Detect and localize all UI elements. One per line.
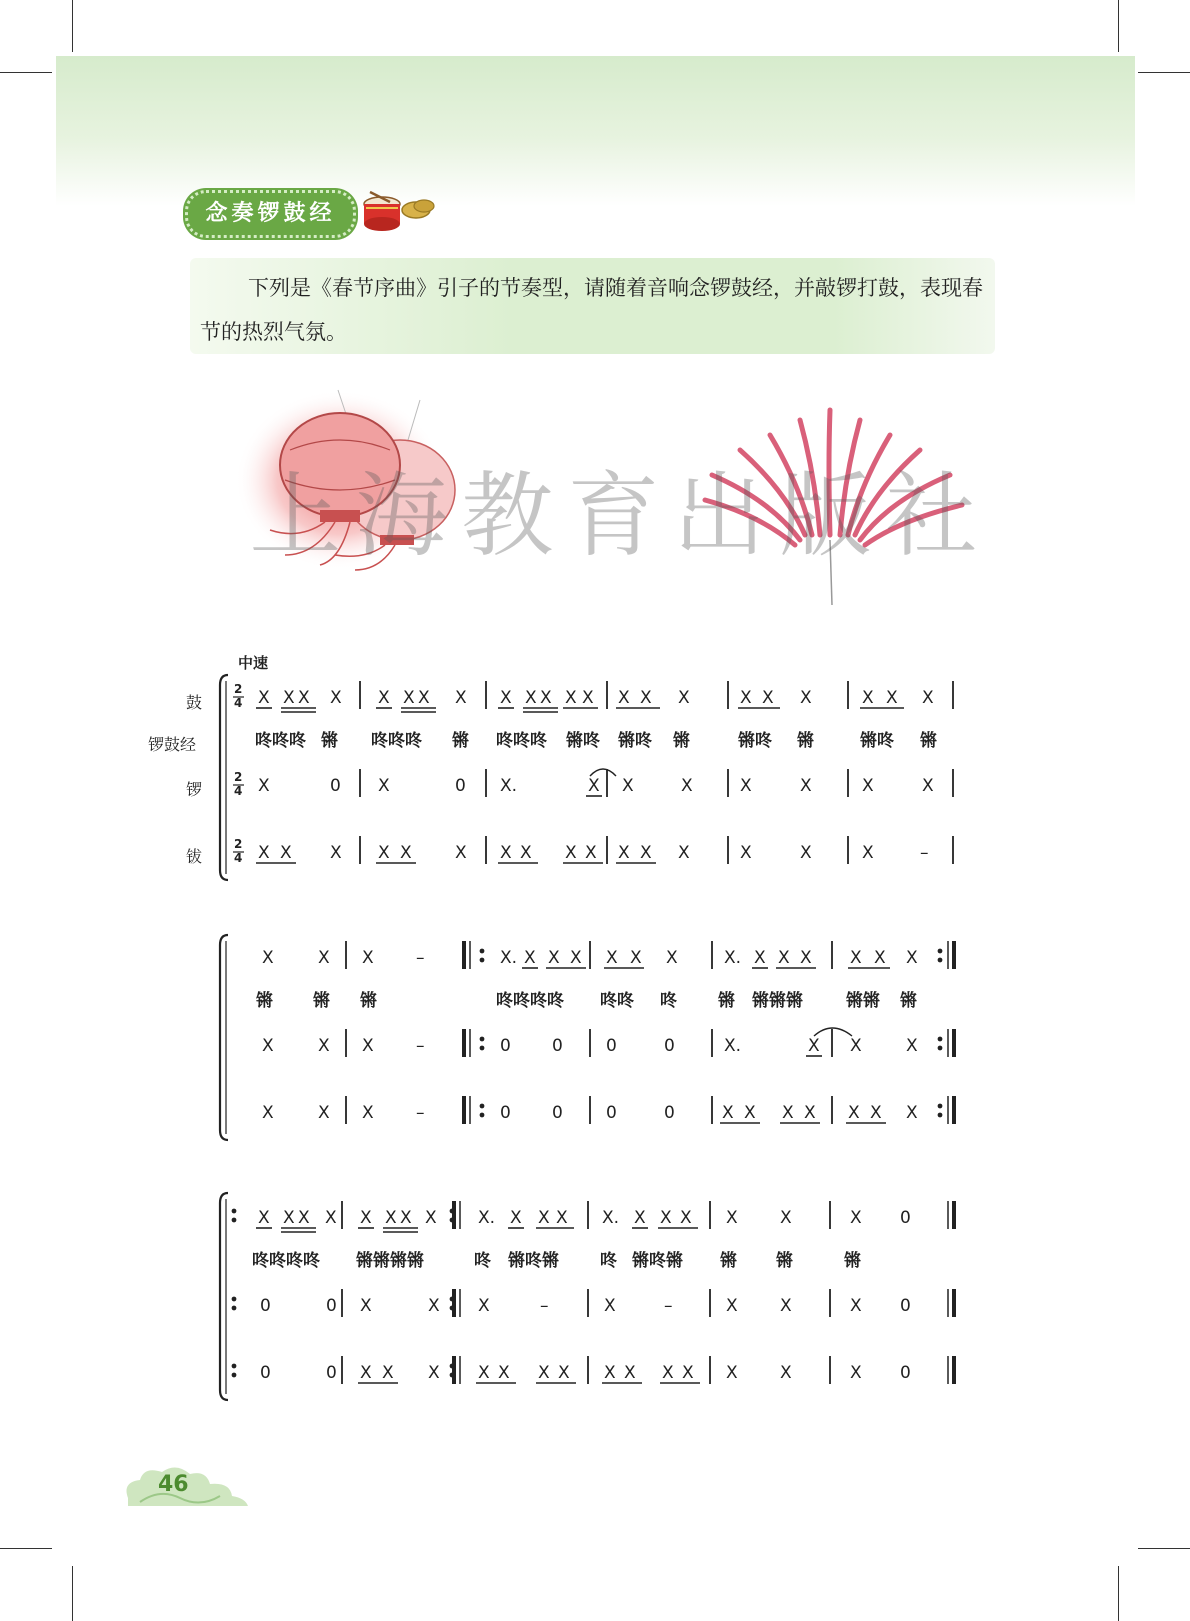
cymbal-note: X	[722, 1103, 734, 1123]
gong-note: X	[800, 776, 812, 796]
part-label-drum: 鼓	[186, 693, 203, 712]
cymbal-note: X	[478, 1363, 490, 1383]
gong-note: X	[378, 776, 390, 796]
gong-note: X	[726, 1296, 738, 1316]
cymbal-note: X	[624, 1363, 636, 1383]
drum-note: X	[318, 948, 330, 968]
cymbal-note: X	[428, 1363, 440, 1383]
crop-mark	[72, 1566, 73, 1621]
cymbal-note: X	[360, 1363, 372, 1383]
drum-note: X	[862, 688, 874, 708]
drum-note: X	[362, 948, 374, 968]
chant-syllable: 锵咚	[738, 731, 772, 751]
part-label-cymbal: 钹	[186, 847, 203, 866]
chant-syllable: 锵	[797, 731, 814, 751]
cymbal-note: X	[565, 843, 577, 863]
chant-syllable: 锵	[673, 731, 690, 751]
repeat-dot	[450, 1373, 455, 1378]
drum-note: X	[570, 948, 582, 968]
repeat-dot	[232, 1306, 237, 1311]
chant-syllable: 锵	[256, 991, 273, 1011]
gong-note: X	[922, 776, 934, 796]
repeat-dot	[938, 949, 943, 954]
gong-note: X	[850, 1036, 862, 1056]
drum-note: X	[660, 1208, 672, 1228]
drum-note: X	[922, 688, 934, 708]
system-bracket	[220, 675, 228, 880]
chant-syllable: 锵锵锵锵	[356, 1251, 424, 1271]
gong-note: 0	[326, 1296, 337, 1316]
chant-syllable: 锵	[920, 731, 937, 751]
drum-note: X	[425, 1208, 437, 1228]
repeat-dot	[450, 1297, 455, 1302]
gong-note: X	[850, 1296, 862, 1316]
cymbal-note: X	[258, 843, 270, 863]
drum-note: X	[630, 948, 642, 968]
cymbal-note: X	[678, 843, 690, 863]
cymbal-note: X	[585, 843, 597, 863]
chant-syllable: 锵锵	[846, 991, 880, 1011]
gong-note: X.	[724, 1036, 742, 1056]
repeat-dot	[232, 1364, 237, 1369]
tempo-marking: 中速	[238, 654, 269, 672]
chant-syllable: 锵	[360, 991, 377, 1011]
cymbal-note: 0	[664, 1103, 675, 1123]
drum-note: X	[500, 688, 512, 708]
chant-syllable: 锵咚	[860, 731, 894, 751]
cymbal-note: X	[520, 843, 532, 863]
chant-syllable: 锵	[900, 991, 917, 1011]
drum-note: X	[666, 948, 678, 968]
cymbal-note: X	[400, 843, 412, 863]
watermark-text: 上海教育出版社	[249, 462, 992, 570]
chant-syllable: 锵咚	[618, 731, 652, 751]
drum-note: X	[800, 948, 812, 968]
firework-illustration	[700, 405, 970, 605]
chant-syllable: 咚	[474, 1251, 491, 1271]
gong-note: X	[808, 1036, 820, 1056]
gong-note: X	[906, 1036, 918, 1056]
chant-syllable: 锵	[776, 1251, 793, 1271]
gong-note: 0	[552, 1036, 563, 1056]
cymbal-note: 0	[260, 1363, 271, 1383]
drum-note: X	[906, 948, 918, 968]
gong-note: 0	[606, 1036, 617, 1056]
gong-note: –	[416, 1036, 425, 1056]
cymbal-note: X	[870, 1103, 882, 1123]
repeat-dot	[480, 949, 485, 954]
drum-note: X	[762, 688, 774, 708]
lantern-illustration	[230, 380, 480, 600]
chant-syllable: 咚咚咚咚	[496, 991, 564, 1011]
crop-mark	[1118, 0, 1119, 52]
cymbal-note: 0	[900, 1363, 911, 1383]
repeat-dot	[938, 1037, 943, 1042]
drum-note: X	[556, 1208, 568, 1228]
repeat-dot	[938, 958, 943, 963]
gong-note: 0	[330, 776, 341, 796]
drum-note: –	[416, 948, 425, 968]
page-number: 46	[158, 1472, 189, 1497]
chant-syllable: 锵咚锵	[508, 1251, 559, 1271]
gong-note: 0	[260, 1296, 271, 1316]
repeat-dot	[450, 1218, 455, 1223]
system-bracket	[220, 1193, 228, 1400]
gong-note: –	[664, 1296, 673, 1316]
drum-note: X.	[602, 1208, 620, 1228]
header-band	[56, 56, 1135, 206]
gong-note: 0	[455, 776, 466, 796]
drum-note: X.	[478, 1208, 496, 1228]
drum-note: X	[378, 688, 390, 708]
chant-syllable: 咚咚	[600, 991, 634, 1011]
drum-note: X	[850, 1208, 862, 1228]
drum-note: X	[360, 1208, 372, 1228]
gong-note: X	[604, 1296, 616, 1316]
drum-note: X	[455, 688, 467, 708]
cymbal-note: X	[604, 1363, 616, 1383]
drum-note: X	[800, 688, 812, 708]
cymbal-note: X	[782, 1103, 794, 1123]
drum-note: X	[262, 948, 274, 968]
gong-note: 0	[500, 1036, 511, 1056]
cymbal-note: 0	[552, 1103, 563, 1123]
chant-syllable: 锵	[718, 991, 735, 1011]
drum-note: X	[524, 948, 536, 968]
repeat-dot	[938, 1046, 943, 1051]
drum-note: X	[283, 688, 295, 708]
drum-note: X	[726, 1208, 738, 1228]
repeat-dot	[480, 1046, 485, 1051]
drum-note: X	[510, 1208, 522, 1228]
drum-note: X	[606, 948, 618, 968]
repeat-dot	[232, 1218, 237, 1223]
chant-syllable: 咚咚咚	[371, 731, 422, 751]
drum-note: X	[538, 1208, 550, 1228]
drum-note: X	[778, 948, 790, 968]
gong-note: X	[258, 776, 270, 796]
time-signature: 2	[234, 682, 243, 696]
gong-note: X	[588, 776, 600, 796]
cymbal-note: X	[744, 1103, 756, 1123]
cymbal-note: –	[416, 1103, 425, 1123]
cymbal-note: X	[558, 1363, 570, 1383]
gong-note: X	[360, 1296, 372, 1316]
drum-note: X	[850, 948, 862, 968]
crop-mark	[1118, 1566, 1119, 1621]
drum-note: X	[780, 1208, 792, 1228]
drum-note: X	[258, 688, 270, 708]
drum-note: X.	[500, 948, 518, 968]
time-signature: 2	[234, 837, 243, 851]
chant-syllable: 锵	[321, 731, 338, 751]
drum-note: X	[258, 1208, 270, 1228]
drum-note: X	[540, 688, 552, 708]
cymbal-note: X	[498, 1363, 510, 1383]
cymbal-note: X	[740, 843, 752, 863]
cymbal-note: X	[318, 1103, 330, 1123]
cymbal-note: X	[726, 1363, 738, 1383]
cymbal-note: X	[800, 843, 812, 863]
gong-note: X	[262, 1036, 274, 1056]
cymbal-note: X	[262, 1103, 274, 1123]
drum-note: X	[640, 688, 652, 708]
chant-syllable: 咚咚咚咚	[252, 1251, 320, 1271]
gong-note: X	[622, 776, 634, 796]
tie	[590, 769, 616, 776]
cymbal-note: X	[662, 1363, 674, 1383]
gong-note: –	[540, 1296, 549, 1316]
section-title: 念奏锣鼓经	[185, 190, 356, 238]
part-label-chant: 锣鼓经	[148, 735, 197, 754]
drum-note: X	[754, 948, 766, 968]
cymbal-note: 0	[326, 1363, 337, 1383]
chant-syllable: 咚咚咚	[255, 731, 306, 751]
repeat-dot	[450, 1209, 455, 1214]
chant-syllable: 锵咚	[566, 731, 600, 751]
cymbal-note: X	[455, 843, 467, 863]
cymbal-note: X	[280, 843, 292, 863]
gong-note: X	[362, 1036, 374, 1056]
gong-note: X	[478, 1296, 490, 1316]
cymbal-note: X	[682, 1363, 694, 1383]
drum-note: 0	[900, 1208, 911, 1228]
time-signature: 4	[234, 696, 243, 710]
cymbal-note: X	[780, 1363, 792, 1383]
repeat-dot	[938, 1104, 943, 1109]
instruction-text: 下列是《春节序曲》引子的节奏型，请随着音响念锣鼓经，并敲锣打鼓，表现春节的热烈气氛。	[200, 276, 983, 344]
cymbal-note: X	[500, 843, 512, 863]
repeat-dot	[480, 958, 485, 963]
chant-syllable: 锵	[844, 1251, 861, 1271]
repeat-dot	[938, 1113, 943, 1118]
gong-note: X	[862, 776, 874, 796]
time-signature: 2	[234, 770, 243, 784]
cymbal-note: X	[362, 1103, 374, 1123]
repeat-dot	[232, 1297, 237, 1302]
chant-syllable: 咚	[600, 1251, 617, 1271]
chant-syllable: 锵	[720, 1251, 737, 1271]
gong-note: X	[681, 776, 693, 796]
drum-note: X	[330, 688, 342, 708]
gong-note: X	[780, 1296, 792, 1316]
chant-syllable: 咚	[660, 991, 677, 1011]
drum-note: X	[582, 688, 594, 708]
gong-note: X	[318, 1036, 330, 1056]
cymbal-note: X	[618, 843, 630, 863]
cymbal-note: 0	[606, 1103, 617, 1123]
cymbal-note: X	[330, 843, 342, 863]
crop-mark	[1138, 72, 1190, 73]
drum-note: X	[680, 1208, 692, 1228]
drum-note: X	[548, 948, 560, 968]
drum-note: X	[283, 1208, 295, 1228]
repeat-dot	[450, 1306, 455, 1311]
repeat-dot	[480, 1104, 485, 1109]
cymbal-note: X	[382, 1363, 394, 1383]
drum-note: X.	[724, 948, 742, 968]
crop-mark	[0, 1548, 52, 1549]
tie	[814, 1028, 852, 1036]
gong-note: 0	[900, 1296, 911, 1316]
cymbal-note: X	[640, 843, 652, 863]
part-label-gong: 锣	[186, 780, 203, 799]
chant-syllable: 咚咚咚	[496, 731, 547, 751]
drum-note: X	[298, 688, 310, 708]
drum-note: X	[298, 1208, 310, 1228]
drum-note: X	[874, 948, 886, 968]
repeat-dot	[480, 1037, 485, 1042]
cymbal-note: –	[920, 843, 929, 863]
drum-note: X	[325, 1208, 337, 1228]
drum-note: X	[634, 1208, 646, 1228]
cymbal-note: X	[850, 1363, 862, 1383]
cymbal-note: X	[862, 843, 874, 863]
drum-note: X	[385, 1208, 397, 1228]
time-signature: 4	[234, 851, 243, 865]
system-bracket	[220, 935, 228, 1140]
drum-note: X	[403, 688, 415, 708]
chant-syllable: 锵锵锵	[752, 991, 803, 1011]
drum-note: X	[525, 688, 537, 708]
cymbal-note: X	[378, 843, 390, 863]
time-signature: 4	[234, 784, 243, 798]
cymbal-note: 0	[500, 1103, 511, 1123]
cymbal-note: X	[906, 1103, 918, 1123]
crop-mark	[1138, 1548, 1190, 1549]
drum-note: X	[678, 688, 690, 708]
drum-note: X	[565, 688, 577, 708]
gong-note: X	[428, 1296, 440, 1316]
cymbal-note: X	[804, 1103, 816, 1123]
cymbal-note: X	[848, 1103, 860, 1123]
cymbal-note: X	[538, 1363, 550, 1383]
repeat-dot	[450, 1364, 455, 1369]
repeat-dot	[232, 1373, 237, 1378]
drum-note: X	[400, 1208, 412, 1228]
drum-cymbal-icon	[360, 188, 440, 238]
drum-note: X	[418, 688, 430, 708]
drum-note: X	[618, 688, 630, 708]
drum-note: X	[886, 688, 898, 708]
crop-mark	[0, 72, 52, 73]
repeat-dot	[232, 1209, 237, 1214]
chant-syllable: 锵咚锵	[632, 1251, 683, 1271]
gong-note: X	[740, 776, 752, 796]
gong-note: X.	[500, 776, 518, 796]
crop-mark	[72, 0, 73, 52]
repeat-dot	[480, 1113, 485, 1118]
drum-note: X	[740, 688, 752, 708]
gong-note: 0	[664, 1036, 675, 1056]
chant-syllable: 锵	[313, 991, 330, 1011]
chant-syllable: 锵	[452, 731, 469, 751]
